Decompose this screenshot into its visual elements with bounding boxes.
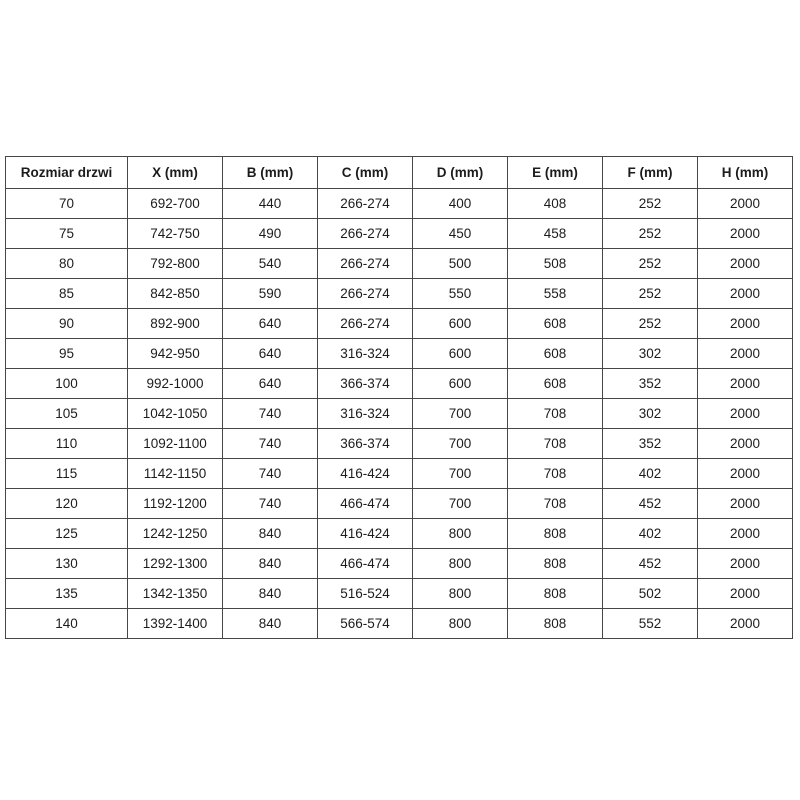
table-cell: 566-574 [318,609,413,639]
table-cell: 90 [6,309,128,339]
table-cell: 400 [413,189,508,219]
table-cell: 2000 [698,339,793,369]
table-cell: 466-474 [318,489,413,519]
table-row [6,459,793,489]
table-cell: 440 [223,189,318,219]
table-cell: 120 [6,489,128,519]
table-cell: 252 [603,309,698,339]
column-header-b-mm: B (mm) [223,157,318,189]
table-cell: 640 [223,339,318,369]
table-cell: 808 [508,549,603,579]
table-cell: 740 [223,399,318,429]
table-header-row [6,157,793,189]
table-row [6,579,793,609]
table-cell: 1292-1300 [128,549,223,579]
table-cell: 2000 [698,309,793,339]
table-cell: 2000 [698,399,793,429]
table-cell: 452 [603,549,698,579]
table-cell: 792-800 [128,249,223,279]
table-cell: 1392-1400 [128,609,223,639]
table-cell: 452 [603,489,698,519]
table-cell: 600 [413,309,508,339]
table-cell: 2000 [698,579,793,609]
table-cell: 490 [223,219,318,249]
table-cell: 740 [223,489,318,519]
column-header-rozmiar-drzwi: Rozmiar drzwi [6,157,128,189]
table-cell: 316-324 [318,339,413,369]
table-cell: 2000 [698,489,793,519]
table-cell: 516-524 [318,579,413,609]
door-size-table [5,156,793,639]
column-header-d-mm: D (mm) [413,157,508,189]
table-cell: 302 [603,399,698,429]
table-cell: 708 [508,429,603,459]
table-cell: 502 [603,579,698,609]
table-cell: 70 [6,189,128,219]
table-cell: 808 [508,609,603,639]
table-cell: 110 [6,429,128,459]
table-body [6,189,793,639]
table-cell: 590 [223,279,318,309]
column-header-x-mm: X (mm) [128,157,223,189]
table-cell: 800 [413,519,508,549]
table-cell: 558 [508,279,603,309]
table-cell: 2000 [698,189,793,219]
table-cell: 1192-1200 [128,489,223,519]
table-cell: 125 [6,519,128,549]
table-cell: 700 [413,399,508,429]
table-cell: 708 [508,489,603,519]
table-cell: 1142-1150 [128,459,223,489]
table-cell: 2000 [698,519,793,549]
table-cell: 500 [413,249,508,279]
table-cell: 742-750 [128,219,223,249]
table-row [6,339,793,369]
table-cell: 700 [413,429,508,459]
table-cell: 252 [603,279,698,309]
table-cell: 100 [6,369,128,399]
table-cell: 1042-1050 [128,399,223,429]
table-cell: 2000 [698,429,793,459]
table-cell: 1342-1350 [128,579,223,609]
table-cell: 2000 [698,369,793,399]
table-cell: 840 [223,519,318,549]
table-cell: 252 [603,249,698,279]
table-cell: 95 [6,339,128,369]
table-cell: 75 [6,219,128,249]
table-cell: 740 [223,429,318,459]
table-cell: 316-324 [318,399,413,429]
table-row [6,549,793,579]
table-cell: 140 [6,609,128,639]
table-row [6,219,793,249]
table-cell: 466-474 [318,549,413,579]
table-cell: 408 [508,189,603,219]
table-cell: 800 [413,579,508,609]
table-row [6,429,793,459]
table-cell: 608 [508,309,603,339]
table-cell: 416-424 [318,519,413,549]
table-cell: 640 [223,369,318,399]
table-cell: 252 [603,189,698,219]
table-cell: 608 [508,369,603,399]
table-cell: 840 [223,609,318,639]
table-cell: 800 [413,609,508,639]
table-cell: 892-900 [128,309,223,339]
table-row [6,399,793,429]
table-row [6,279,793,309]
table-row [6,249,793,279]
table-cell: 640 [223,309,318,339]
table-row [6,369,793,399]
table-cell: 402 [603,459,698,489]
table-cell: 135 [6,579,128,609]
table-cell: 85 [6,279,128,309]
table-cell: 692-700 [128,189,223,219]
table-cell: 842-850 [128,279,223,309]
table-cell: 600 [413,369,508,399]
table-cell: 2000 [698,279,793,309]
table-cell: 352 [603,429,698,459]
table-cell: 700 [413,459,508,489]
table-cell: 2000 [698,609,793,639]
table-cell: 352 [603,369,698,399]
table-cell: 942-950 [128,339,223,369]
table-cell: 302 [603,339,698,369]
table-cell: 2000 [698,219,793,249]
table-cell: 740 [223,459,318,489]
table-row [6,519,793,549]
table-cell: 1092-1100 [128,429,223,459]
table-cell: 458 [508,219,603,249]
table-cell: 708 [508,399,603,429]
table-row [6,309,793,339]
table-cell: 700 [413,489,508,519]
table-cell: 552 [603,609,698,639]
table-cell: 266-274 [318,249,413,279]
table-cell: 1242-1250 [128,519,223,549]
table-cell: 416-424 [318,459,413,489]
table-cell: 80 [6,249,128,279]
table-cell: 266-274 [318,279,413,309]
table-cell: 266-274 [318,309,413,339]
table-cell: 130 [6,549,128,579]
column-header-f-mm: F (mm) [603,157,698,189]
table-cell: 808 [508,579,603,609]
table-cell: 708 [508,459,603,489]
table-cell: 366-374 [318,429,413,459]
table-cell: 115 [6,459,128,489]
table-cell: 252 [603,219,698,249]
table-cell: 800 [413,549,508,579]
table-cell: 2000 [698,249,793,279]
table-cell: 808 [508,519,603,549]
table-cell: 266-274 [318,189,413,219]
table-cell: 608 [508,339,603,369]
column-header-e-mm: E (mm) [508,157,603,189]
table-row [6,489,793,519]
table-cell: 840 [223,549,318,579]
table-cell: 992-1000 [128,369,223,399]
table-cell: 450 [413,219,508,249]
table-cell: 266-274 [318,219,413,249]
column-header-h-mm: H (mm) [698,157,793,189]
table-cell: 550 [413,279,508,309]
table-cell: 840 [223,579,318,609]
table-row [6,609,793,639]
table-row [6,189,793,219]
table-cell: 2000 [698,549,793,579]
table-cell: 366-374 [318,369,413,399]
table-cell: 540 [223,249,318,279]
column-header-c-mm: C (mm) [318,157,413,189]
table-cell: 2000 [698,459,793,489]
table-cell: 402 [603,519,698,549]
table-cell: 105 [6,399,128,429]
table-cell: 600 [413,339,508,369]
table-cell: 508 [508,249,603,279]
